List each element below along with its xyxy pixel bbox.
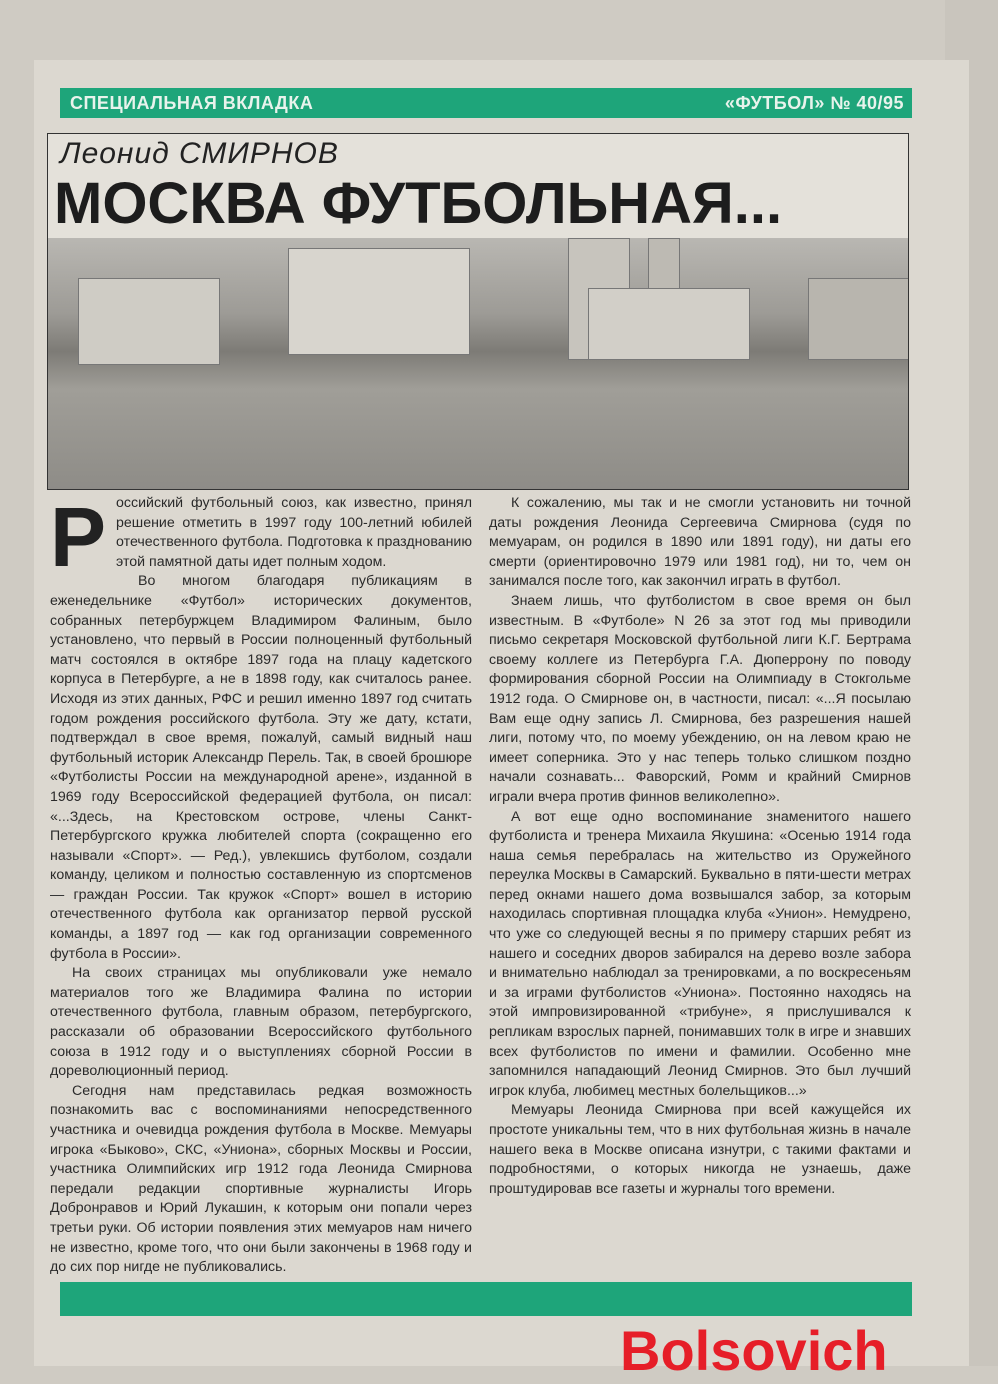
author-name: Леонид СМИРНОВ: [60, 137, 339, 170]
header-band: [60, 88, 912, 118]
paragraph: К сожалению, мы так и не смогли установить ни точной даты рождения Леонида Сергеевича Смирнова (судя по мемуарам, он родился в 1890 или 1891 году), ни даты его смерти (ориентировочно 1979 или 1981 год), ни то, чем он занимался после того, как закончил играть в футбол.: [489, 495, 911, 590]
paragraph: А вот еще одно воспоминание знаменитого нашего футболиста и тренера Михаила Якушина: «Осенью 1914 года наша семья перебралась на жительство из Оружейного переулка Москвы в Самарский. Буквально в пяти-шести метрах перед окнами нашего дома возвышался забор, за которым находилась спортивная площадка клуба «Унион». Немудрено, что уже со следующей весны я по примеру старших ребят из нашего и соседних дворов забирался на дерево возле забора и внимательно наблюдал за тренировками, а по воскресеньям и за играми футболистов «Униона». Постоянно находясь на этой импровизированной «трибуне», я прислушивался к репликам взрослых парней, понимавших толк в игре и знавших всех футболистов по имени и фамилии. Особенно мне запомнился нападающий Леонид Смирнов. Это был лучший игрок клуба, любимец местных болельщиков...»: [489, 808, 911, 1099]
footer-band: [60, 1282, 912, 1316]
paragraph: Мемуары Леонида Смирнова при всей кажущейся их простоте уникальны тем, что в них футбольная жизнь в начале нашего века в Москве описана изнутри, с такими фактами и подробностями, о которых никогда не узнаешь, даже проштудировав все газеты и журналы того времени.: [489, 1102, 911, 1197]
article-column-left: [50, 490, 472, 1278]
issue-label: «ФУТБОЛ» № 40/95: [724, 93, 904, 113]
paragraph: На своих страницах мы опубликовали уже немало материалов того же Владимира Фалина по истории отечественного футбола, главным образом, петербургского, рассказали об образовании Всероссийского футбольного союза в 1912 году и о выступлениях сборной России в дореволюционный период.: [50, 965, 472, 1080]
title-block: [47, 133, 909, 490]
paragraph: Знаем лишь, что футболистом в свое время он был известным. В «Футболе» N 26 за этот год мы приводили письмо секретаря Московской футбольной лиги К.Г. Бертрама своему коллеге из Петербурга Г.А. Дюперрону по поводу формирования сборной России на Олимпиаду в Стокгольме 1912 года. О Смирнове он, в частности, писал: «...Я посылаю Вам еще одну запись Л. Смирнова, без разрешения нашей лиги, потому что, по моему убеждению, он на левом краю не имеет соперника. Это у нас теперь только слишком поздно начали сознавать... Фаворский, Ромм и крайний Смирнов играли вчера против финнов великолепно».: [489, 592, 911, 805]
paragraph: Российский футбольный союз, как известно, принял решение отметить в 1997 году 100-летний юбилей отечественного футбола. Подготовка к празднованию этой памятной даты идет полным ходом.: [50, 490, 472, 584]
paragraph: Во многом благодаря публикациям в еженедельнике «Футбол» исторических документов, собранных петербуржцем Владимиром Фалиным, было установлено, что первый в России полноценный футбольный матч состоялся в октябре 1897 года на плацу кадетского корпуса в Петербурге, а не в 1898 году, как считалось ранее. Исходя из этих данных, РФС и решил именно 1897 год считать годом рождения российского футбола. Эту же дату, кстати, подтверждал в свое время, пожалуй, самый видный наш футбольный историк Александр Перель. Так, в своей брошюре «Футболисты России на международной арене», изданной в 1969 году Всероссийской федерацией футбола, он писал: «...Здесь, на Крестовском острове, члены Санкт-Петербургского кружка любителей спорта (сокращенно его называли «Спорт». — Ред.), увлекшись футболом, создали команду, целиком и полностью составленную из спортсменов — граждан России. Так кружок «Спорт» вошел в историю отечественного футбола как организатор первой русской команды, а 1897 год — как год организации современного футбола в России».: [50, 573, 472, 962]
article-column-right: [489, 494, 911, 1199]
historic-moscow-photo: [48, 238, 908, 490]
watermark: Bolsovich: [620, 1319, 888, 1382]
section-label: СПЕЦИАЛЬНАЯ ВКЛАДКА: [70, 93, 314, 113]
paragraph: Сегодня нам представилась редкая возможность познакомить вас с воспоминаниями непосредственного участника и очевидца рождения футбола в Москве. Мемуары игрока «Быково», СКС, «Униона», сборных Москвы и России, участника Олимпийских игр 1912 года Леонида Смирнова передали редакции спортивные журналисты Игорь Добронравов и Юрий Лукашин, к которым они попали через третьи руки. Об истории появления этих мемуаров нам ничего не известно, кроме того, что они были закончены в 1968 году и до сих пор нигде не публиковались.: [50, 1082, 472, 1276]
headline: МОСКВА ФУТБОЛЬНАЯ...: [54, 171, 783, 236]
drop-cap: Р: [50, 490, 107, 584]
